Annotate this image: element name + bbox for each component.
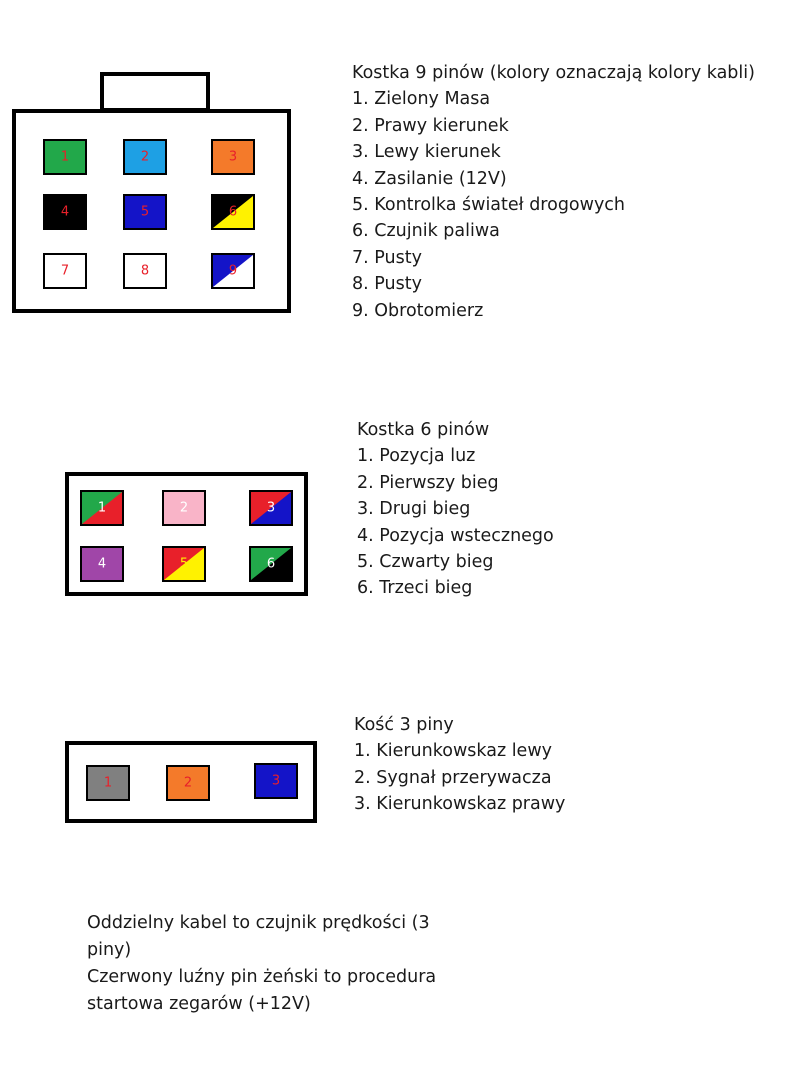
connector9-pin-4 <box>43 194 87 230</box>
connector9-item: 3. Lewy kierunek <box>352 142 501 163</box>
connector6-item: 3. Drugi bieg <box>357 499 471 520</box>
connector9-pin-1 <box>43 139 87 175</box>
connector9-item: 9. Obrotomierz <box>352 300 484 321</box>
pin-number-label: 3 <box>266 500 276 516</box>
pin-number-label: 5 <box>179 556 189 572</box>
connector9-pin-8 <box>123 253 167 289</box>
pin-number-label: 2 <box>183 775 193 791</box>
pin-number-label: 2 <box>140 149 150 165</box>
connector3-pin-1 <box>86 765 130 801</box>
connector6-pin-5 <box>162 546 206 582</box>
connector9-item: 2. Prawy kierunek <box>352 115 509 136</box>
connector6-item: 4. Pozycja wstecznego <box>357 525 554 546</box>
connector6-item: 6. Trzeci bieg <box>357 578 473 599</box>
pin-number-label: 6 <box>266 556 276 572</box>
connector6-legend <box>357 417 554 602</box>
connector3-item: 2. Sygnał przerywacza <box>354 767 552 788</box>
connector9-pin-2 <box>123 139 167 175</box>
note-speed-sensor: Oddzielny kabel to czujnik prędkości (3 piny) <box>87 913 430 960</box>
connector6-housing <box>65 472 308 596</box>
pin-number-label: 1 <box>60 149 70 165</box>
connector3-pin-2 <box>166 765 210 801</box>
connector3-title: Kość 3 piny <box>354 715 454 735</box>
connector6-pin-4 <box>80 546 124 582</box>
connector9-housing <box>12 109 291 313</box>
connector9-pin-7 <box>43 253 87 289</box>
pin-number-label: 5 <box>140 204 150 220</box>
pin-number-label: 7 <box>60 263 70 279</box>
pin-number-label: 4 <box>60 204 70 220</box>
connector9-legend <box>352 60 755 324</box>
connector6-item: 5. Czwarty bieg <box>357 552 494 573</box>
connector3-housing <box>65 741 317 823</box>
connector6-item: 1. Pozycja luz <box>357 446 476 467</box>
connector9-title: Kostka 9 pinów (kolory oznaczają kolory kabli) <box>352 63 755 83</box>
connector3-pin-3 <box>254 763 298 799</box>
pin-number-label: 4 <box>97 556 107 572</box>
connector9-item: 6. Czujnik paliwa <box>352 221 500 242</box>
connector9-pin-5 <box>123 194 167 230</box>
connector9-pin-9 <box>211 253 255 289</box>
connector9-item: 7. Pusty <box>352 247 422 268</box>
connector6-pin-3 <box>249 490 293 526</box>
pin-number-label: 1 <box>97 500 107 516</box>
pin-number-label: 2 <box>179 500 189 516</box>
connector9-latch <box>100 72 210 112</box>
connector3-legend <box>354 712 565 818</box>
connector6-pin-2 <box>162 490 206 526</box>
notes <box>87 910 447 1018</box>
connector9-pin-6 <box>211 194 255 230</box>
connector6-item: 2. Pierwszy bieg <box>357 472 499 493</box>
pin-number-label: 1 <box>103 775 113 791</box>
connector9-item: 8. Pusty <box>352 274 422 295</box>
connector3-item: 3. Kierunkowskaz prawy <box>354 794 566 815</box>
connector9-pin-3 <box>211 139 255 175</box>
connector6-pin-1 <box>80 490 124 526</box>
connector6-pin-6 <box>249 546 293 582</box>
connector6-title: Kostka 6 pinów <box>357 420 490 440</box>
pin-number-label: 3 <box>271 773 281 789</box>
connector9-item: 4. Zasilanie (12V) <box>352 168 507 189</box>
pin-number-label: 8 <box>140 263 150 279</box>
note-startup-pin: Czerwony luźny pin żeński to procedura startowa zegarów (+12V) <box>87 967 437 1014</box>
connector3-item: 1. Kierunkowskaz lewy <box>354 741 552 762</box>
pin-number-label: 3 <box>228 149 238 165</box>
pin-number-label: 6 <box>228 204 238 220</box>
connector9-item: 5. Kontrolka świateł drogowych <box>352 195 626 216</box>
pin-number-label: 9 <box>228 263 238 279</box>
connector9-item: 1. Zielony Masa <box>352 89 491 110</box>
